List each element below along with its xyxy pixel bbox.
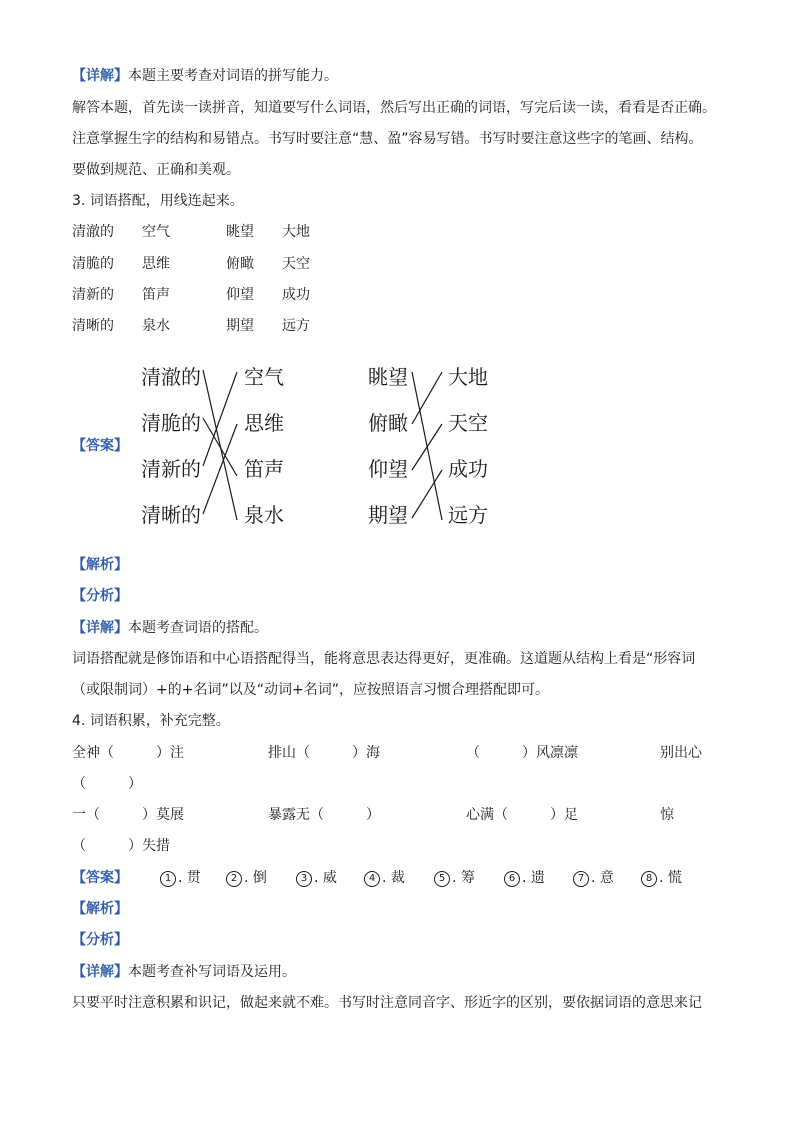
- word-cell: 期望: [226, 318, 254, 334]
- word-cell: 清新的: [72, 287, 114, 303]
- answer-left-word: 清脆的: [141, 411, 201, 435]
- paragraph: （或限制词）+的+名词”以及“动词+名词”，应按照语言习惯合理搭配即可。: [72, 682, 549, 698]
- answer-right-word: 成功: [448, 457, 488, 481]
- answer-mid-word: 笛声: [244, 457, 284, 481]
- analysis-tag: 【解析】: [72, 901, 128, 917]
- word-cell: 大地: [282, 224, 310, 240]
- circled-number: 7: [573, 871, 589, 887]
- word-cell: 俯瞰: [226, 256, 254, 272]
- question-4-title: 4. 词语积累，补充完整。: [72, 713, 230, 729]
- answer-left-word: 清新的: [141, 457, 201, 481]
- word-cell: 思维: [142, 256, 170, 272]
- word-cell: 天空: [282, 256, 310, 272]
- word-cell: 清脆的: [72, 256, 114, 272]
- paragraph: 解答本题，首先读一读拼音，知道要写什么词语，然后写出正确的词语，写完后读一读，看看是否正确。: [72, 100, 716, 116]
- detail-line: 【详解】本题考查补写词语及运用。: [72, 964, 296, 980]
- paragraph: 只要平时注意积累和识记，做起来就不难。书写时注意同音字、形近字的区别，要依据词语的意思来记: [72, 995, 702, 1011]
- answer-item: 7 . 意: [573, 868, 614, 888]
- idiom-blank: 心满（ ）足: [466, 807, 578, 823]
- match-line: [412, 372, 442, 424]
- circled-number: 6: [504, 871, 520, 887]
- circled-number: 2: [226, 871, 242, 887]
- match-line: [412, 470, 442, 518]
- answer-right-word: 大地: [448, 365, 488, 389]
- word-cell: 笛声: [142, 287, 170, 303]
- idiom-blank: 惊: [660, 807, 674, 823]
- match-line: [203, 372, 237, 466]
- answer-mid-word: 泉水: [244, 503, 284, 527]
- answer-right-word: 远方: [448, 503, 488, 527]
- answer-right-word: 仰望: [368, 457, 408, 481]
- circled-number: 5: [434, 871, 450, 887]
- match-line: [203, 370, 237, 520]
- word-cell: 清晰的: [72, 318, 114, 334]
- answer-left-word: 清晰的: [141, 503, 201, 527]
- idiom-blank: 暴露无（ ）: [268, 807, 380, 823]
- fenxi-tag: 【分析】: [72, 932, 128, 948]
- word-cell: 远方: [282, 318, 310, 334]
- paragraph: 注意掌握生字的结构和易错点。书写时要注意“慧、盈”容易写错。书写时要注意这些字的笔画、结构。: [72, 131, 703, 147]
- question-3-title: 3. 词语搭配，用线连起来。: [72, 193, 244, 209]
- idiom-blank: 一（ ）莫展: [72, 807, 184, 823]
- answer-tag: 【答案】: [72, 438, 128, 454]
- detail-tag: 【详解】: [72, 68, 128, 84]
- idiom-blank: 全神（ ）注: [72, 745, 184, 761]
- detail-line: 【详解】本题考查词语的搭配。: [72, 620, 268, 636]
- analysis-tag: 【解析】: [72, 557, 128, 573]
- answer-item: 2 . 倒: [226, 868, 267, 888]
- fenxi-tag: 【分析】: [72, 588, 128, 604]
- idiom-blank: （ ）失措: [72, 838, 170, 854]
- answer-mid-word: 思维: [244, 411, 284, 435]
- answer-item: 6 . 遗: [504, 868, 545, 888]
- answer-item: 8 . 慌: [641, 868, 682, 888]
- answer-mid-word: 空气: [244, 365, 284, 389]
- answer-right-word: 天空: [448, 411, 488, 435]
- word-cell: 空气: [142, 224, 170, 240]
- word-cell: 眺望: [226, 224, 254, 240]
- word-cell: 成功: [282, 287, 310, 303]
- answer-item: 1 . 贯: [160, 868, 201, 888]
- detail-text: 本题主要考查对词语的拼写能力。: [128, 68, 338, 84]
- answer-right-word: 期望: [368, 503, 408, 527]
- paragraph: 要做到规范、正确和美观。: [72, 162, 240, 178]
- answer-item: 3 . 威: [296, 868, 337, 888]
- circled-number: 3: [296, 871, 312, 887]
- circled-number: 4: [364, 871, 380, 887]
- answer-left-word: 清澈的: [141, 365, 201, 389]
- match-line: [203, 424, 237, 514]
- match-line: [203, 418, 237, 476]
- idiom-blank: （ ）: [72, 776, 142, 792]
- circled-number: 8: [641, 871, 657, 887]
- idiom-blank: 别出心: [660, 745, 702, 761]
- idiom-blank: （ ）风凛凛: [466, 745, 578, 761]
- answer-item: 5 . 筹: [434, 868, 475, 888]
- idiom-blank: 排山（ ）海: [268, 745, 380, 761]
- word-cell: 泉水: [142, 318, 170, 334]
- answer-right-word: 眺望: [368, 365, 408, 389]
- answer-right-word: 俯瞰: [368, 411, 408, 435]
- circled-number: 1: [160, 871, 176, 887]
- match-line: [412, 424, 442, 470]
- answer-tag: 【答案】: [72, 870, 128, 886]
- answer-item: 4 . 裁: [364, 868, 405, 888]
- word-cell: 清澈的: [72, 224, 114, 240]
- word-cell: 仰望: [226, 287, 254, 303]
- paragraph: 词语搭配就是修饰语和中心语搭配得当，能将意思表达得更好，更准确。这道题从结构上看是“形容词: [72, 651, 696, 667]
